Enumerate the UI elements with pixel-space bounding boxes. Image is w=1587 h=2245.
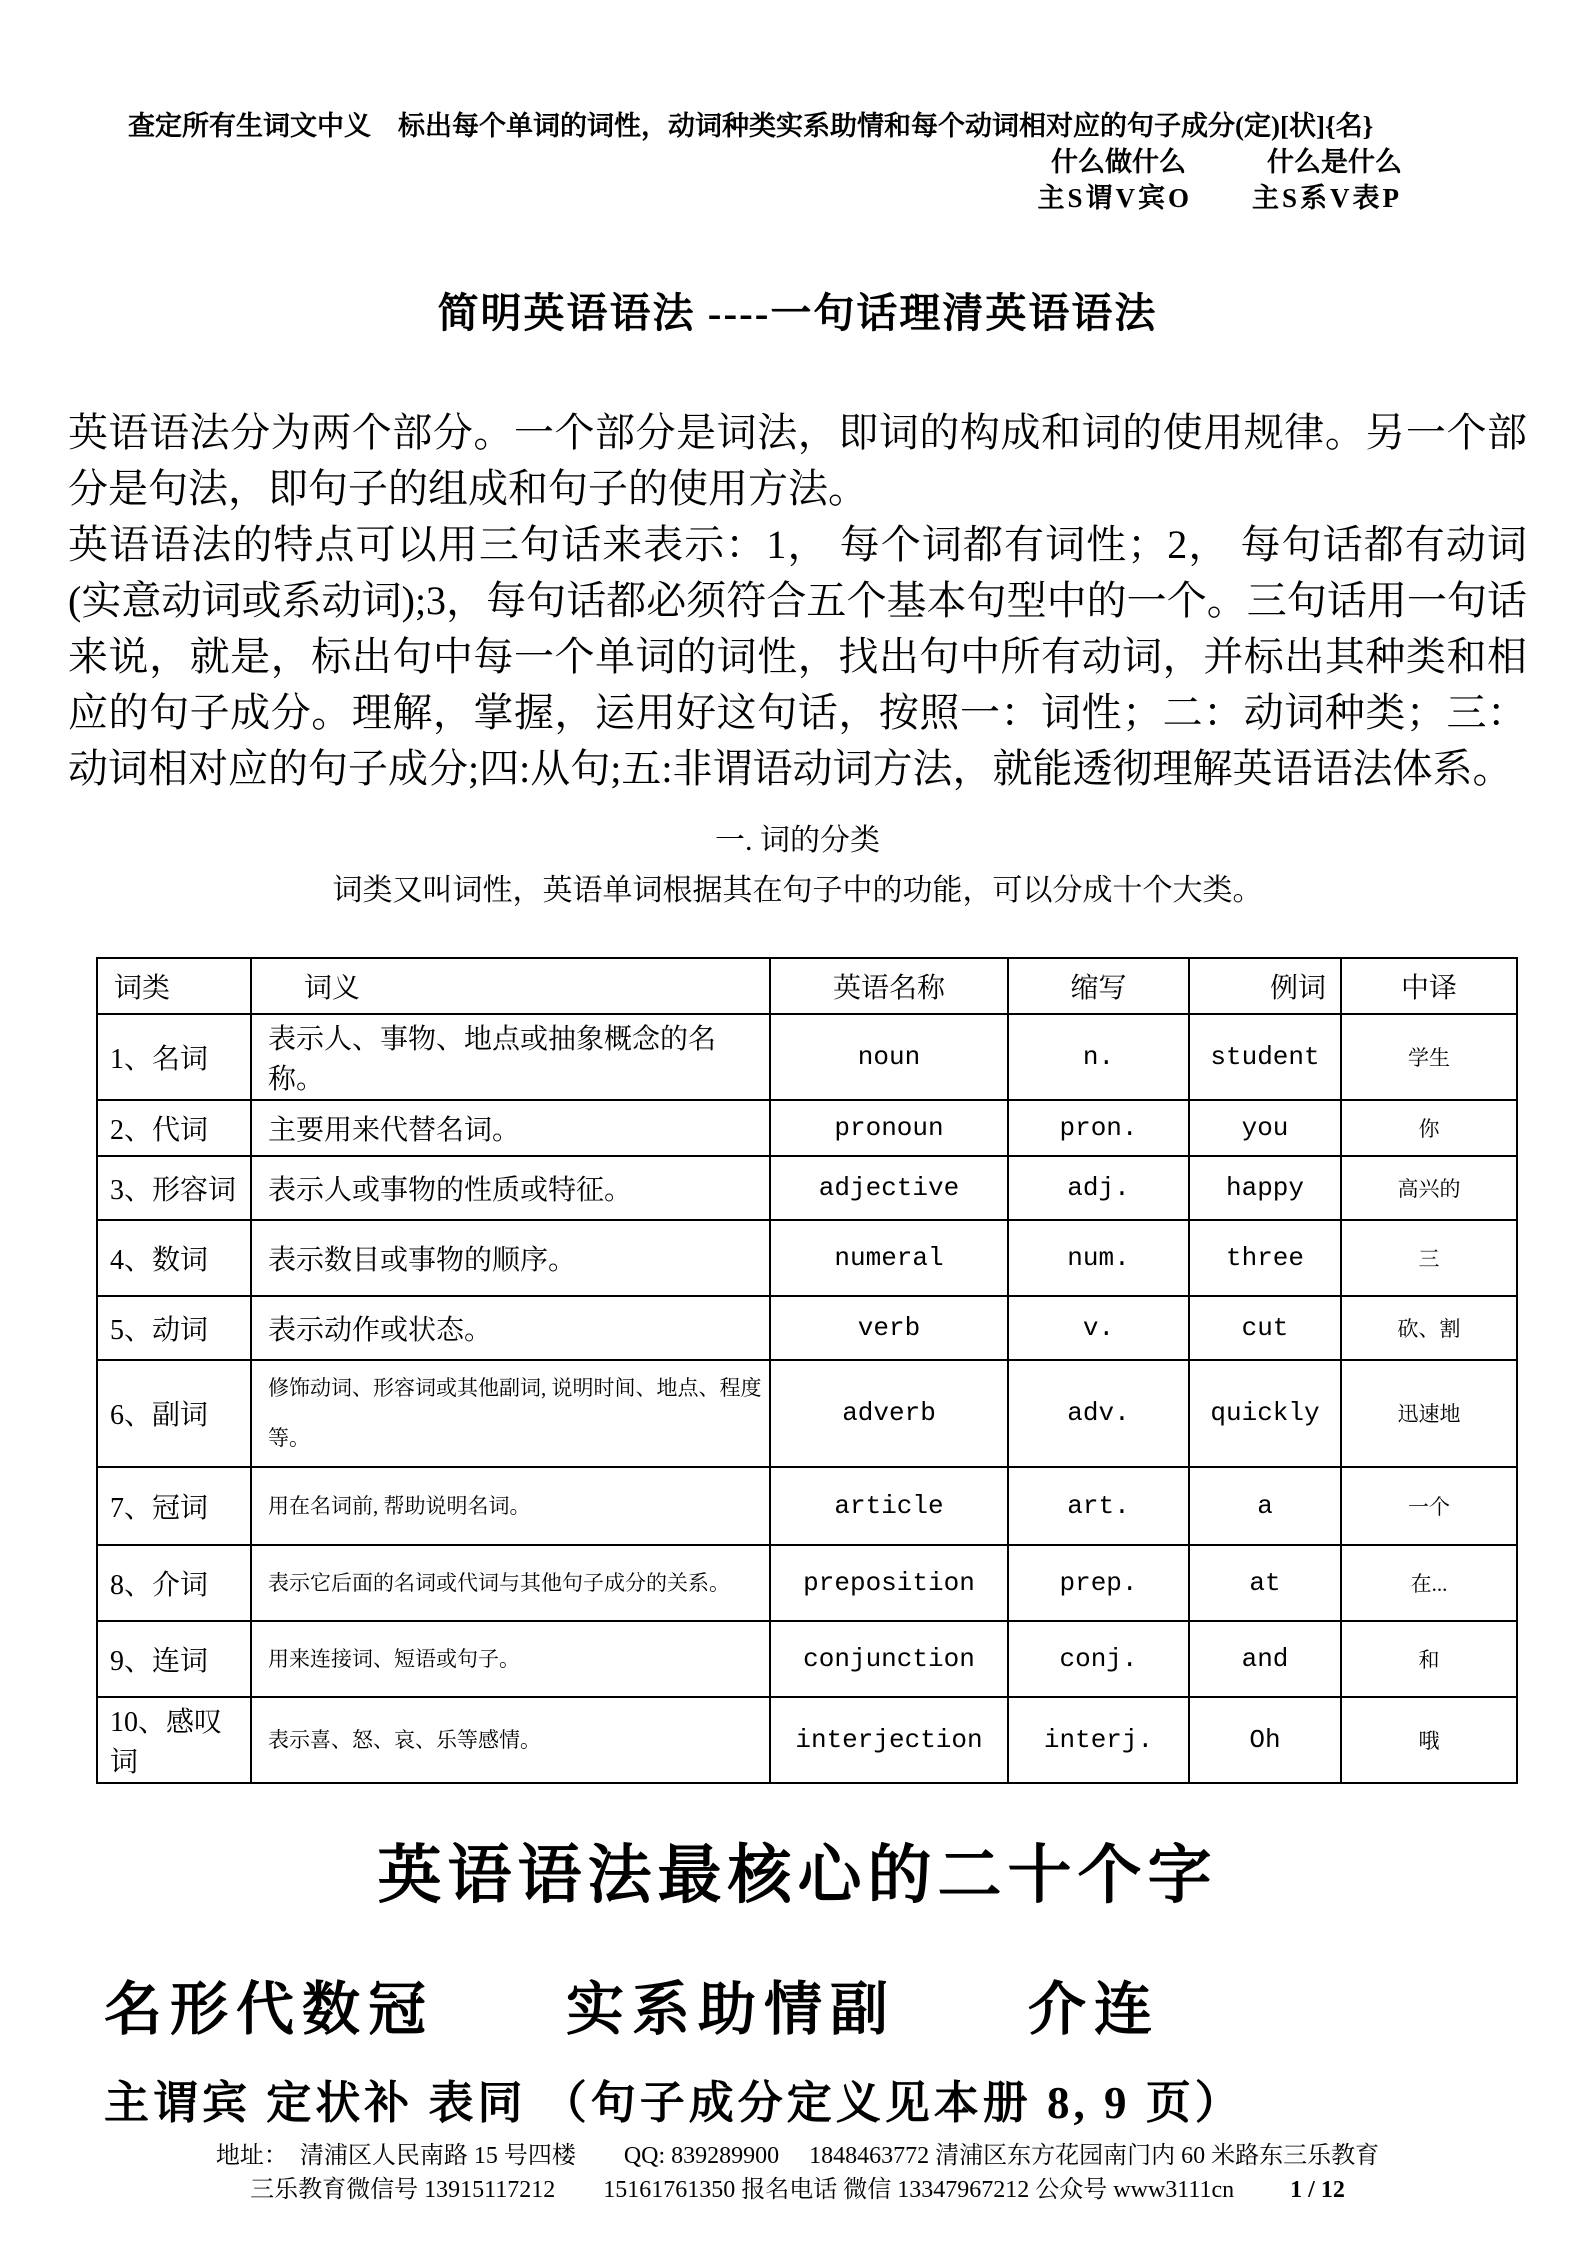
table-cell: pronoun [770, 1100, 1008, 1156]
table-header-cell: 中译 [1341, 958, 1517, 1014]
core-words-heading: 英语语法最核心的二十个字 [377, 1839, 1218, 1911]
table-header-cell: 缩写 [1008, 958, 1189, 1014]
table-cell: you [1189, 1100, 1341, 1156]
table-cell: interj. [1008, 1697, 1189, 1783]
section-subheading: 词类又叫词性，英语单词根据其在句子中的功能，可以分成十个大类。 [332, 874, 1263, 907]
table-cell: numeral [770, 1220, 1008, 1296]
table-cell: interjection [770, 1697, 1008, 1783]
table-cell: 3、形容词 [97, 1156, 251, 1220]
table-cell: n. [1008, 1014, 1189, 1100]
table-cell: preposition [770, 1545, 1008, 1621]
table-cell: adverb [770, 1360, 1008, 1467]
section-heading: 一. 词的分类 [715, 824, 880, 857]
table-row [97, 1360, 1517, 1467]
core-words-line1: 名形代数冠 实系助情副 介连 [104, 1976, 1161, 2042]
table-row [97, 1545, 1517, 1621]
table-cell: 学生 [1341, 1014, 1517, 1100]
table-cell: 哦 [1341, 1697, 1517, 1783]
table-cell: 表示喜、怒、哀、乐等感情。 [251, 1697, 770, 1783]
table-header-row [97, 958, 1517, 1014]
table-row [97, 1220, 1517, 1296]
word-class-table [96, 957, 1518, 1784]
table-cell: 表示动作或状态。 [251, 1296, 770, 1360]
table-cell: 8、介词 [97, 1545, 251, 1621]
table-row [97, 1156, 1517, 1220]
table-cell: 10、感叹词 [97, 1697, 251, 1783]
table-cell: three [1189, 1220, 1341, 1296]
table-header-cell: 词类 [97, 958, 251, 1014]
table-cell: 7、冠词 [97, 1467, 251, 1545]
table-cell: Oh [1189, 1697, 1341, 1783]
footer-address-line: 地址： 清浦区人民南路 15 号四楼 QQ: 839289900 1848463772 清浦区东方花园南门内 60 米路东三乐教育 [215, 2142, 1380, 2169]
table-cell: 一个 [1341, 1467, 1517, 1545]
table-cell: 砍、割 [1341, 1296, 1517, 1360]
table-cell: 迅速地 [1341, 1360, 1517, 1467]
table-header-cell: 英语名称 [770, 958, 1008, 1014]
page-title: 简明英语语法 ----一句话理清英语语法 [437, 290, 1158, 336]
table-cell: and [1189, 1621, 1341, 1697]
table-cell: adjective [770, 1156, 1008, 1220]
table-cell: 2、代词 [97, 1100, 251, 1156]
top-annotation [68, 108, 1527, 216]
table-cell: 表示人或事物的性质或特征。 [251, 1156, 770, 1220]
table-cell: 6、副词 [97, 1360, 251, 1467]
table-cell: 表示它后面的名词或代词与其他句子成分的关系。 [251, 1545, 770, 1621]
table-cell: num. [1008, 1220, 1189, 1296]
table-cell: 1、名词 [97, 1014, 251, 1100]
table-header-cell: 词义 [251, 958, 770, 1014]
table-cell: happy [1189, 1156, 1341, 1220]
table-cell: cut [1189, 1296, 1341, 1360]
table-cell: 在... [1341, 1545, 1517, 1621]
table-cell: adv. [1008, 1360, 1189, 1467]
core-words-line2: 主谓宾 定状补 表同 （句子成分定义见本册 8, 9 页） [104, 2077, 1244, 2128]
table-cell: adj. [1008, 1156, 1189, 1220]
table-row [97, 1296, 1517, 1360]
table-row [97, 1100, 1517, 1156]
table-row [97, 1014, 1517, 1100]
table-cell: quickly [1189, 1360, 1341, 1467]
table-cell: art. [1008, 1467, 1189, 1545]
table-cell: prep. [1008, 1545, 1189, 1621]
intro-text [68, 405, 1527, 797]
table-cell: 4、数词 [97, 1220, 251, 1296]
table-cell: pron. [1008, 1100, 1189, 1156]
table-cell: noun [770, 1014, 1008, 1100]
top-annotation-line3: 主S谓V宾O 主S系V表P [1037, 183, 1402, 213]
intro-paragraph-2: 英语语法的特点可以用三句话来表示：1， 每个词都有词性；2， 每句话都有动词(实意动词或系动词);3，每句话都必须符合五个基本句型中的一个。三句话用一句话来说，就是，标出句中每一个单词的词性，找出句中所有动词，并标出其种类和相应的句子成分。理解，掌握，运用好这句话，按照一：词性；二：动词种类；三：动词相对应的句子成分;四:从句;五:非谓语动词方法，就能透彻理解英语语法体系。 [68, 522, 1527, 791]
table-cell: a [1189, 1467, 1341, 1545]
table-cell: 表示数目或事物的顺序。 [251, 1220, 770, 1296]
table-cell: 9、连词 [97, 1621, 251, 1697]
table-cell: 修饰动词、形容词或其他副词, 说明时间、地点、程度等。 [251, 1360, 770, 1467]
table-cell: verb [770, 1296, 1008, 1360]
table-cell: 你 [1341, 1100, 1517, 1156]
table-row [97, 1697, 1517, 1783]
table-cell: v. [1008, 1296, 1189, 1360]
table-cell: 三 [1341, 1220, 1517, 1296]
table-cell: 5、动词 [97, 1296, 251, 1360]
page-number: 1 / 12 [1290, 2176, 1345, 2203]
word-class-table-body [97, 1014, 1517, 1783]
table-cell: conjunction [770, 1621, 1008, 1697]
top-annotation-line1: 查定所有生词文中义 标出每个单词的词性，动词种类实系助情和每个动词相对应的句子成分(定)[状]{名} [128, 111, 1374, 141]
table-row [97, 1621, 1517, 1697]
footer-contact-line [68, 2173, 1527, 2207]
top-annotation-line2: 什么做什么 什么是什么 [1051, 147, 1402, 177]
table-row [97, 1467, 1517, 1545]
table-header-cell: 例词 [1189, 958, 1341, 1014]
table-cell: student [1189, 1014, 1341, 1100]
page-footer [68, 2139, 1527, 2207]
table-cell: 和 [1341, 1621, 1517, 1697]
table-cell: article [770, 1467, 1008, 1545]
table-cell: 用来连接词、短语或句子。 [251, 1621, 770, 1697]
table-cell: 主要用来代替名词。 [251, 1100, 770, 1156]
table-cell: 表示人、事物、地点或抽象概念的名称。 [251, 1014, 770, 1100]
table-cell: 高兴的 [1341, 1156, 1517, 1220]
intro-paragraph-1: 英语语法分为两个部分。一个部分是词法，即词的构成和词的使用规律。另一个部分是句法，即句子的组成和句子的使用方法。 [68, 410, 1527, 511]
table-cell: conj. [1008, 1621, 1189, 1697]
footer-contact-text: 三乐教育微信号 13915117212 15161761350 报名电话 微信 13347967212 公众号 www3111cn [250, 2176, 1235, 2203]
table-cell: at [1189, 1545, 1341, 1621]
table-cell: 用在名词前, 帮助说明名词。 [251, 1467, 770, 1545]
